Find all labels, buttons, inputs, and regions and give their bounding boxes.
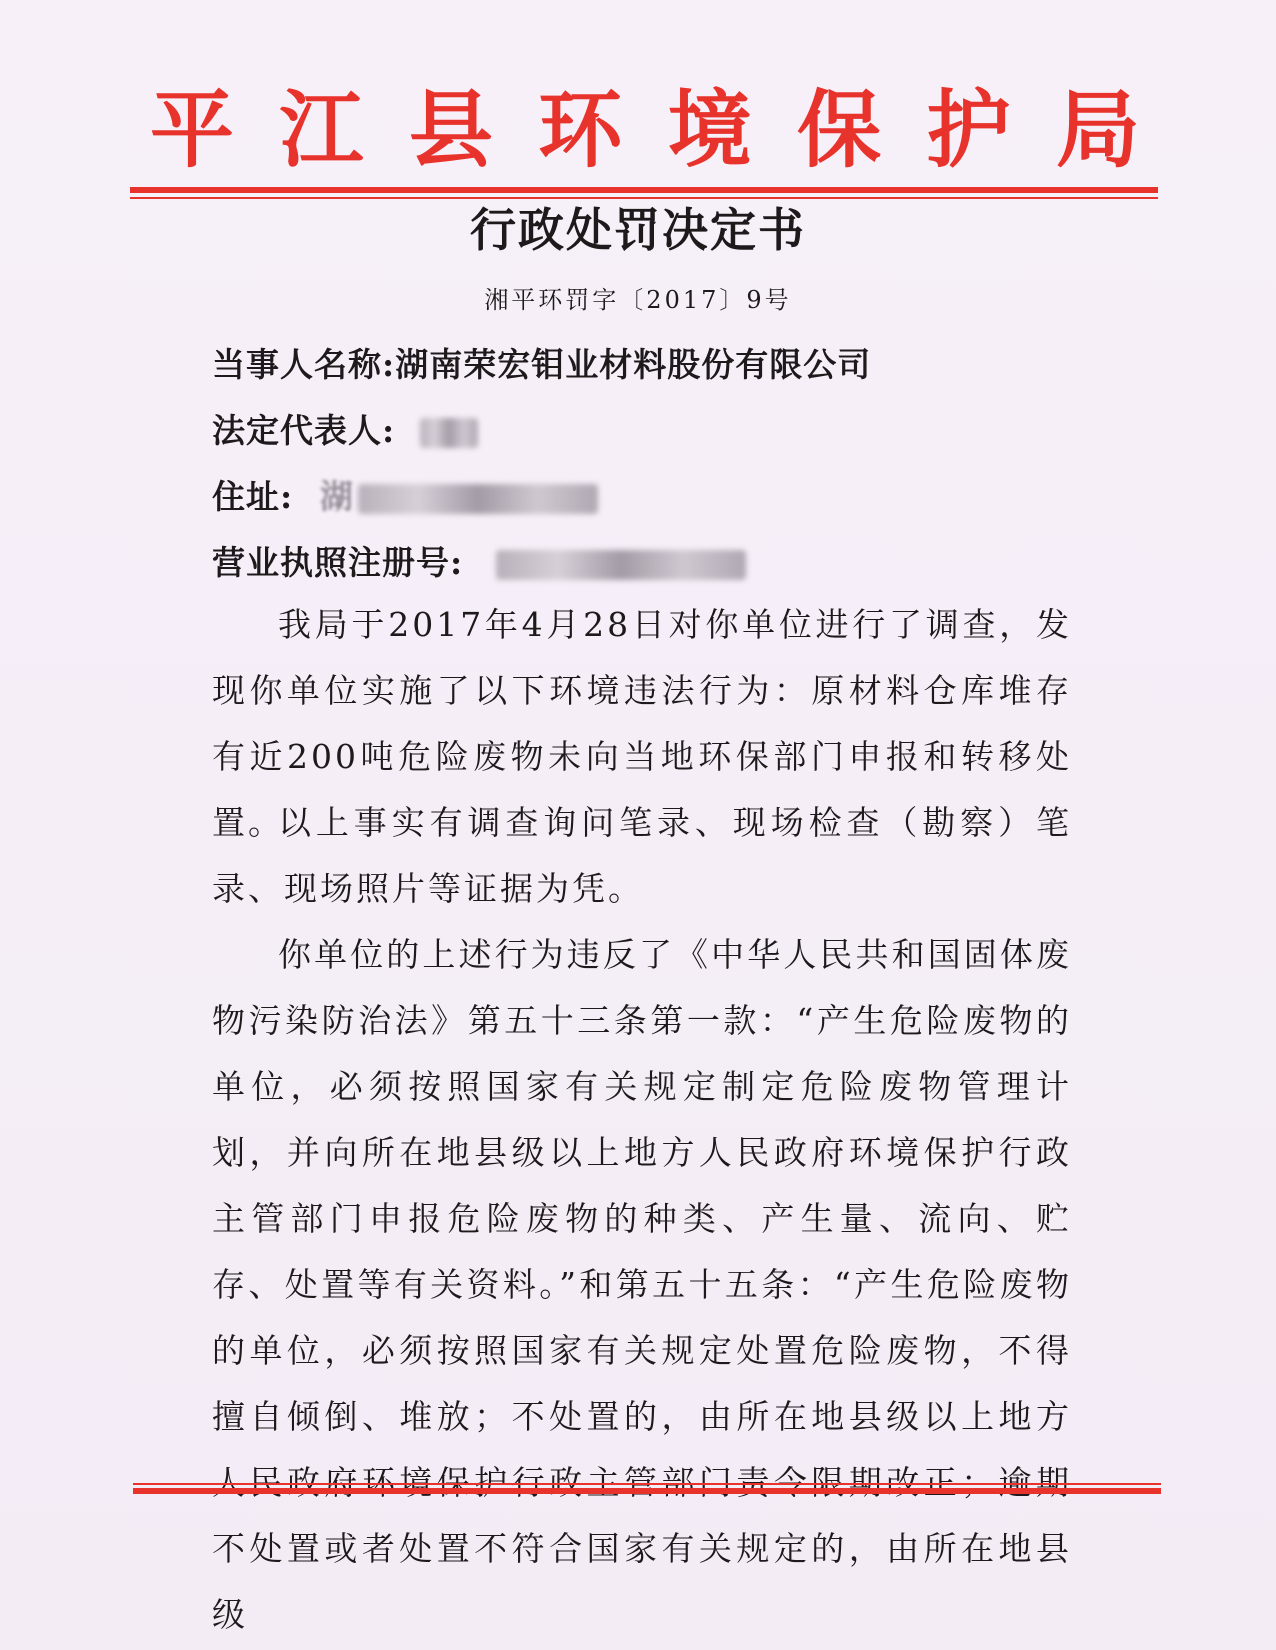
header-red-rule-thick (130, 187, 1158, 193)
party-name-value: 湖南荣宏钼业材料股份有限公司 (395, 345, 872, 384)
agency-char: 护 (926, 80, 1011, 179)
paragraph-violation: 你单位的上述行为违反了《中华人民共和国固体废物污染防治法》第五十三条第一款：“产生危险废物的单位，必须按照国家有关规定制定危险废物管理计划，并向所在地县级以上地方人民政府环境保护行政主管部门申报危险废物的种类、产生量、流向、贮存、处置等有关资料。”和第五十五条：“产生危险废物的单位，必须按照国家有关规定处置危险废物，不得擅自倾倒、堆放；不处置的，由所在地县级以上地方 不处置或者处置不符合国家有关规定的，由所在地县级 (212, 935, 1072, 1634)
header-red-rule-thin (130, 197, 1158, 199)
document-title: 行政处罚决定书 (470, 203, 806, 257)
license-label: 营业执照注册号: (212, 543, 464, 582)
footer-red-rule-thin (133, 1483, 1161, 1485)
agency-char: 境 (667, 80, 752, 179)
address-prefix: 湖 (319, 477, 354, 516)
redacted-legal-rep (420, 418, 478, 448)
agency-char: 环 (538, 80, 623, 179)
legal-rep-label: 法定代表人: (212, 411, 396, 450)
paragraph-evidence: 以上事实有调查询问笔录、现场检查（勘察）笔录、现场照片等证据为凭。 (212, 803, 1072, 908)
party-name-row (212, 343, 871, 387)
address-row (212, 475, 598, 519)
redacted-license-number (496, 550, 746, 580)
agency-char: 江 (279, 80, 364, 179)
agency-char: 县 (408, 80, 493, 179)
address-label: 住址: (212, 477, 294, 516)
agency-char: 平 (150, 80, 235, 179)
legal-rep-row (212, 409, 478, 453)
agency-header (150, 82, 1140, 178)
license-row (212, 541, 746, 585)
document-number: 湘平环罚字〔2017〕9号 (484, 286, 792, 314)
agency-char: 局 (1055, 80, 1140, 179)
party-name-label: 当事人名称: (212, 345, 396, 384)
redacted-address (358, 484, 598, 514)
footer-red-rule-thick (133, 1488, 1161, 1494)
paragraph-investigation: 我局于2017年4月28日对你单位进行了调查，发现你单位实施了以下环境违法行为：原材料仓库堆存有近200吨危险废物未向当地环保部门申报和转移处置。 (212, 605, 1072, 842)
agency-char: 保 (797, 80, 882, 179)
